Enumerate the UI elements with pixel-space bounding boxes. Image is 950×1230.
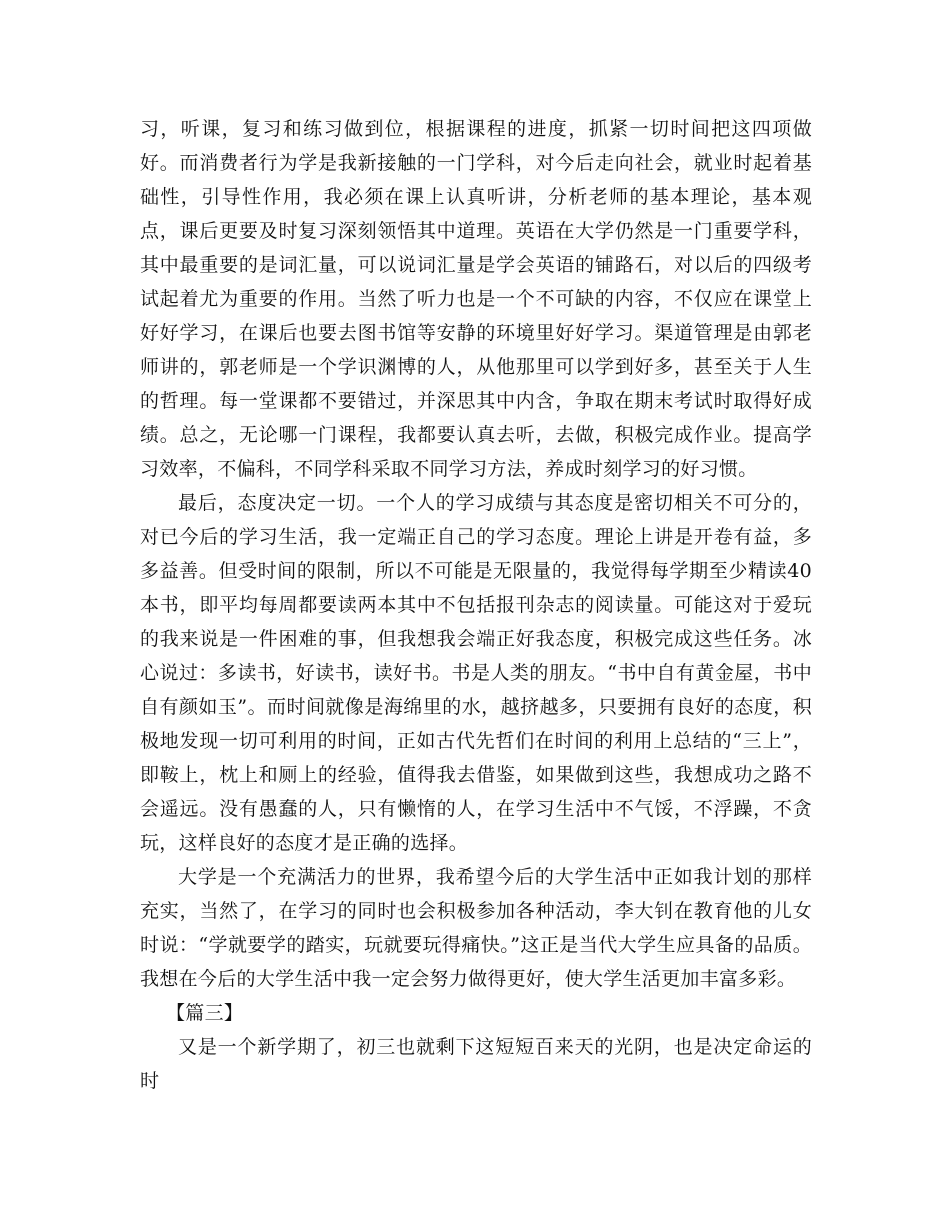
paragraph-study-plan: 习，听课，复习和练习做到位，根据课程的进度，抓紧一切时间把这四项做好。而消费者行为学是我新接触的一门学科，对今后走向社会，就业时起着基础性，引导性作用，我必须在课上认真听讲，分析老师的基本理论，基本观点，课后更要及时复习深刻领悟其中道理。英语在大学仍然是一门重要学科，其中最重要的是词汇量，可以说词汇量是学会英语的铺路石，对以后的四级考试起着尤为重要的作用。当然了听力也是一个不可缺的内容，不仅应在课堂上好好学习，在课后也要去图书馆等安静的环境里好好学习。渠道管理是由郭老师讲的，郭老师是一个学识渊博的人，从他那里可以学到好多，甚至关于人生的哲理。每一堂课都不要错过，并深思其中内含，争取在期末考试时取得好成绩。总之，无论哪一门课程，我都要认真去听，去做，积极完成作业。提高学习效率，不偏科，不同学科采取不同学习方法，养成时刻学习的好习惯。 [140,118,812,480]
document-body [140,112,812,1098]
paragraph-attitude: 最后，态度决定一切。一个人的学习成绩与其态度是密切相关不可分的，对已今后的学习生活，我一定端正自己的学习态度。理论上讲是开卷有益，多多益善。但受时间的限制，所以不可能是无限量的，我觉得每学期至少精读40本书，即平均每周都要读两本其中不包括报刊杂志的阅读量。可能这对于爱玩的我来说是一件困难的事，但我想我会端正好我态度，积极完成这些任务。冰心说过：多读书，好读书，读好书。书是人类的朋友。“书中自有黄金屋，书中自有颜如玉”。而时间就像是海绵里的水，越挤越多，只要拥有良好的态度，积极地发现一切可利用的时间，正如古代先哲们在时间的利用上总结的“三上”，即鞍上，枕上和厕上的经验，值得我去借鉴，如果做到这些，我想成功之路不会遥远。没有愚蠢的人，只有懒惰的人，在学习生活中不气馁，不浮躁，不贪玩，这样良好的态度才是正确的选择。 [140,492,812,854]
paragraph-college-life: 大学是一个充满活力的世界，我希望今后的大学生活中正如我计划的那样充实，当然了，在学习的同时也会积极参加各种活动，李大钊在教育他的儿女时说：“学就要学的踏实，玩就要玩得痛快。”这正是当代大学生应具备的品质。我想在今后的大学生活中我一定会努力做得更好，使大学生活更加丰富多彩。 [140,866,812,990]
paragraph-new-semester: 又是一个新学期了，初三也就剩下这短短百来天的光阴，也是决定命运的时 [140,1036,812,1092]
section-heading: 【篇三】 [166,1002,244,1024]
